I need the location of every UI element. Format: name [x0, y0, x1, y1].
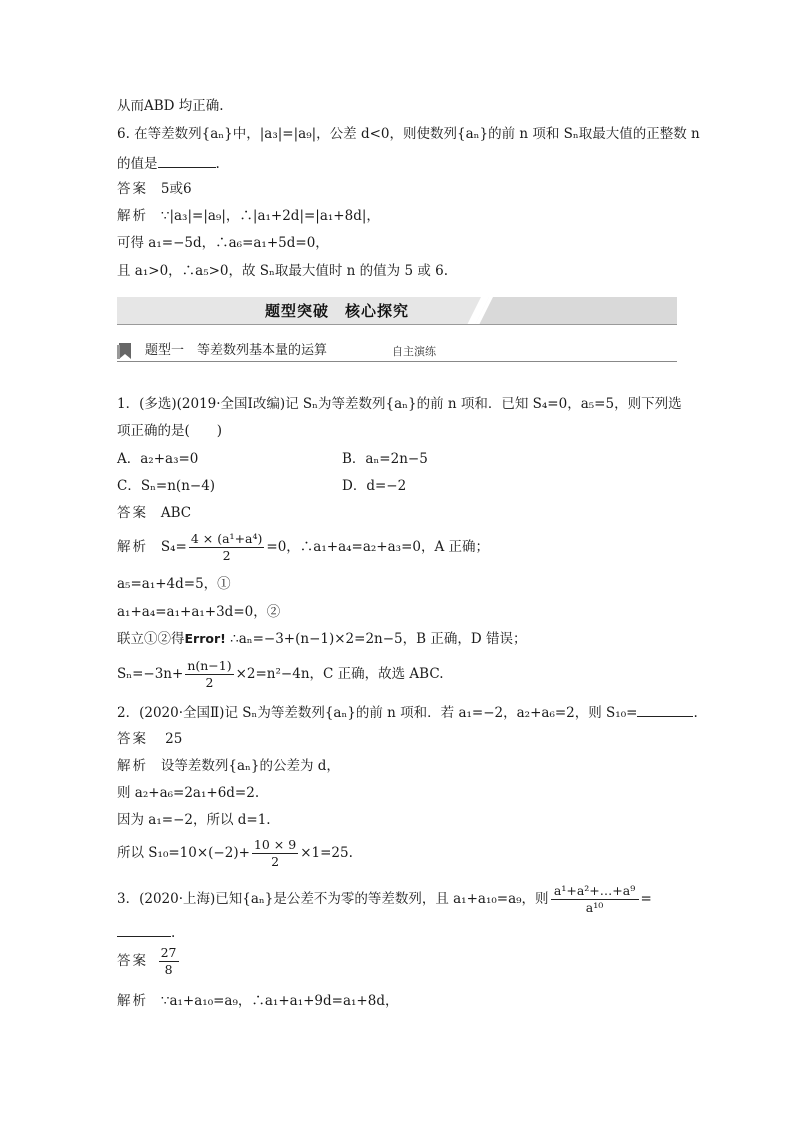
- solution-label: 解析: [117, 539, 148, 555]
- fraction: [159, 945, 179, 978]
- answer-label: 答案: [117, 181, 148, 197]
- solution-text: ∵|a₃|=|a₉|，∴|a₁+2d|=|a₁+8d|，: [160, 208, 380, 224]
- solution-line: [117, 757, 340, 775]
- numerator: 27: [160, 945, 177, 960]
- solution-label: 解析: [117, 758, 148, 774]
- solution-line: [117, 530, 489, 564]
- solution-line: [117, 630, 526, 648]
- solution-line: [117, 836, 353, 870]
- fraction: [551, 883, 639, 916]
- text: 3．(2020·上海)已知{aₙ}是公差不为零的等差数列，且 a₁+a₁₀=a₉，则: [117, 891, 549, 907]
- answer-blank: [637, 702, 693, 717]
- text: ∴aₙ=−3+(n−1)×2=2n−5，B 正确，D 错误；: [225, 631, 527, 647]
- banner-title: 题型突破 核心探究: [264, 302, 409, 320]
- denominator: 8: [164, 962, 173, 977]
- numerator: 10 × 9: [253, 837, 297, 852]
- divider: [117, 361, 677, 362]
- denominator: a¹⁰: [585, 900, 604, 915]
- solution-line: [117, 657, 443, 691]
- text: ×1=25.: [300, 845, 353, 861]
- answer-line: [117, 504, 191, 522]
- denominator: 2: [205, 675, 214, 690]
- text: .: [215, 156, 220, 172]
- numerator: 4 × (a¹+a⁴): [190, 531, 263, 546]
- answer-blank: [158, 153, 216, 168]
- denominator: 2: [271, 854, 280, 869]
- option-a: A．a₂+a₃=0: [117, 451, 199, 467]
- text: Sₙ=−3n+: [117, 666, 184, 682]
- answer-line: [117, 180, 192, 198]
- question-2-stem: [117, 702, 698, 722]
- text: S₄=: [160, 539, 187, 555]
- answer-label: 答案: [117, 505, 148, 521]
- solution-line: 且 a₁>0，∴a₅>0，故 Sₙ取最大值时 n 的值为 5 或 6.: [117, 263, 449, 279]
- bookmark-icon: [117, 343, 131, 359]
- text: =0，∴a₁+a₄=a₂+a₃=0，A 正确；: [266, 539, 490, 555]
- solution-label: 解析: [117, 208, 148, 224]
- text: 的值是: [117, 156, 158, 172]
- text: ×2=n²−4n，C 正确，故选 ABC.: [235, 666, 444, 682]
- numerator: n(n−1): [187, 658, 232, 673]
- answer-line: [117, 730, 182, 748]
- text: .: [171, 925, 176, 941]
- question-6-stem: 6. 在等差数列{aₙ}中，|a₃|=|a₉|，公差 d<0，则使数列{aₙ}的前 n 项和 Sₙ取最大值的正整数 n: [117, 126, 700, 142]
- answer-line: [117, 944, 181, 978]
- solution-line: [117, 992, 398, 1010]
- answer-value: 25: [165, 731, 183, 747]
- fraction: [189, 531, 265, 564]
- text: ∵a₁+a₁₀=a₉，∴a₁+a₁+9d=a₁+8d，: [160, 993, 399, 1009]
- solution-line: 因为 a₁=−2，所以 d=1.: [117, 812, 271, 828]
- topic-tag: 自主演练: [392, 345, 436, 358]
- solution-line: 可得 a₁=−5d，∴a₆=a₁+5d=0，: [117, 235, 329, 251]
- answer-blank: [117, 922, 171, 937]
- solution-line: a₁+a₄=a₁+a₁+3d=0，②: [117, 604, 281, 620]
- text-line: 从而ABD 均正确.: [117, 98, 224, 114]
- solution-label: 解析: [117, 993, 148, 1009]
- answer-value: 5或6: [160, 181, 192, 197]
- question-1-stem: 1．(多选)(2019·全国Ⅰ改编)记 Sₙ为等差数列{aₙ}的前 n 项和．已知 S₄=0，a₅=5，则下列选: [117, 396, 682, 412]
- error-text: Error!: [184, 631, 226, 646]
- text: 设等差数列{aₙ}的公差为 d，: [160, 758, 340, 774]
- answer-label: 答案: [117, 731, 148, 747]
- fraction: [252, 837, 298, 870]
- topic-title: 题型一 等差数列基本量的运算: [145, 343, 328, 358]
- option-c: C．Sₙ=n(n−4): [117, 478, 216, 494]
- solution-line: 则 a₂+a₆=2a₁+6d=2.: [117, 785, 260, 801]
- text: =: [640, 891, 652, 907]
- question-6-stem-cont: [117, 153, 220, 173]
- numerator: a¹+a²+…+a⁹: [551, 883, 639, 900]
- answer-label: 答案: [117, 953, 148, 969]
- option-d: D．d=−2: [342, 478, 407, 494]
- option-b: B．aₙ=2n−5: [342, 451, 428, 467]
- fraction: [185, 658, 233, 691]
- text: .: [693, 705, 698, 721]
- solution-line: a₅=a₁+4d=5，①: [117, 576, 231, 592]
- section-banner: [117, 297, 677, 325]
- denominator: 2: [222, 548, 231, 563]
- solution-line: [117, 207, 380, 225]
- text: 所以 S₁₀=10×(−2)+: [117, 845, 250, 861]
- text: 2．(2020·全国Ⅱ)记 Sₙ为等差数列{aₙ}的前 n 项和．若 a₁=−2，a₂+a₆=2，则 S₁₀=: [117, 705, 638, 721]
- topic-header: [117, 341, 677, 363]
- text: 联立①②得: [117, 631, 185, 647]
- question-3-stem: [117, 882, 652, 916]
- answer-value: ABC: [160, 505, 192, 521]
- answer-blank-line: [117, 922, 175, 942]
- question-1-stem-cont: 项正确的是( ): [117, 423, 223, 439]
